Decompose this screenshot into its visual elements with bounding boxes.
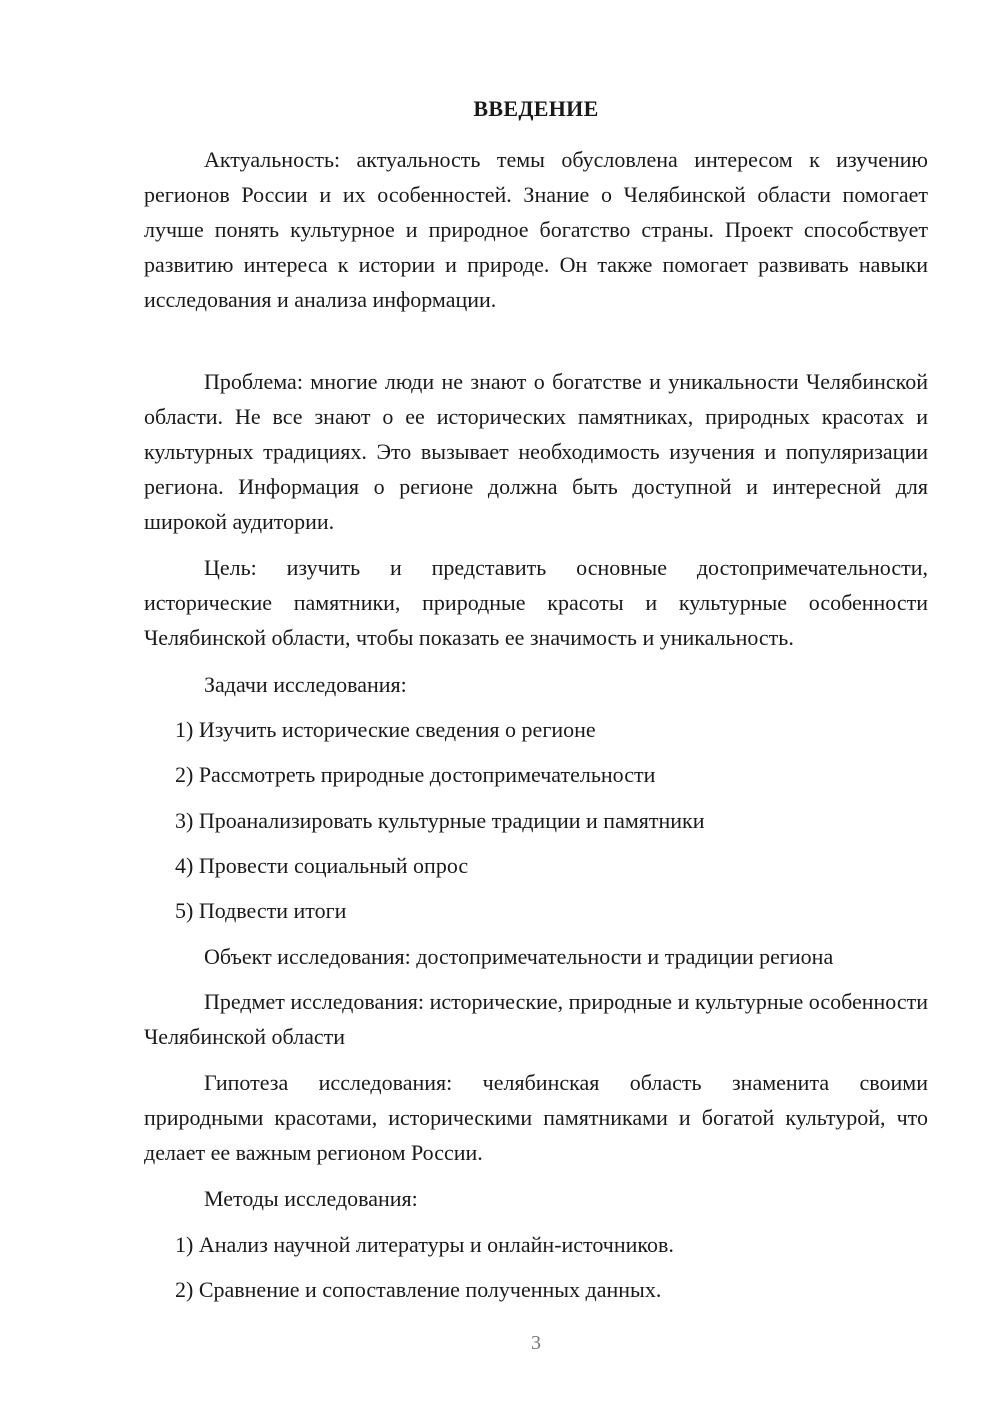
hypothesis-paragraph: Гипотеза исследования: челябинская область знаменита своими природными красотами, историческими памятниками и богатой культурой, что делает ее важным регионом России. xyxy=(144,1070,928,1165)
page-number: 3 xyxy=(531,1332,541,1354)
subject-paragraph: Предмет исследования: исторические, природные и культурные особенности Челябинской области xyxy=(144,989,928,1049)
tasks-heading: Задачи исследования: xyxy=(204,672,407,697)
goal-paragraph: Цель: изучить и представить основные достопримечательности, исторические памятники, природные красоты и культурные особенности Челябинской области, чтобы показать ее значимость и уникальность. xyxy=(144,555,928,650)
actuality-paragraph: Актуальность: актуальность темы обусловлена интересом к изучению регионов России и их особенностей. Знание о Челябинской области помогает лучше понять культурное и природное богатство страны. Проект способствует развитию интереса к истории и природе. Он также помогает развивать навыки исследования и анализа информации. xyxy=(144,147,928,312)
problem-paragraph: Проблема: многие люди не знают о богатстве и уникальности Челябинской области. Не все знают о ее исторических памятниках, природных красотах и культурных традициях. Это вызывает необходимость изучения и популяризации региона. Информация о регионе должна быть доступной и интересной для широкой аудитории. xyxy=(144,369,928,534)
methods-heading: Методы исследования: xyxy=(204,1186,418,1211)
task-item: 2) Рассмотреть природные достопримечательности xyxy=(175,762,656,787)
task-item: 5) Подвести итоги xyxy=(175,898,347,923)
task-item: 4) Провести социальный опрос xyxy=(175,853,469,878)
object-line: Объект исследования: достопримечательности и традиции региона xyxy=(204,944,834,969)
task-item: 3) Проанализировать культурные традиции и памятники xyxy=(175,808,705,833)
page-title: ВВЕДЕНИЕ xyxy=(473,96,599,121)
method-item: 2) Сравнение и сопоставление полученных данных. xyxy=(175,1277,662,1302)
task-item: 1) Изучить исторические сведения о регионе xyxy=(175,717,596,742)
method-item: 1) Анализ научной литературы и онлайн-источников. xyxy=(175,1232,674,1257)
